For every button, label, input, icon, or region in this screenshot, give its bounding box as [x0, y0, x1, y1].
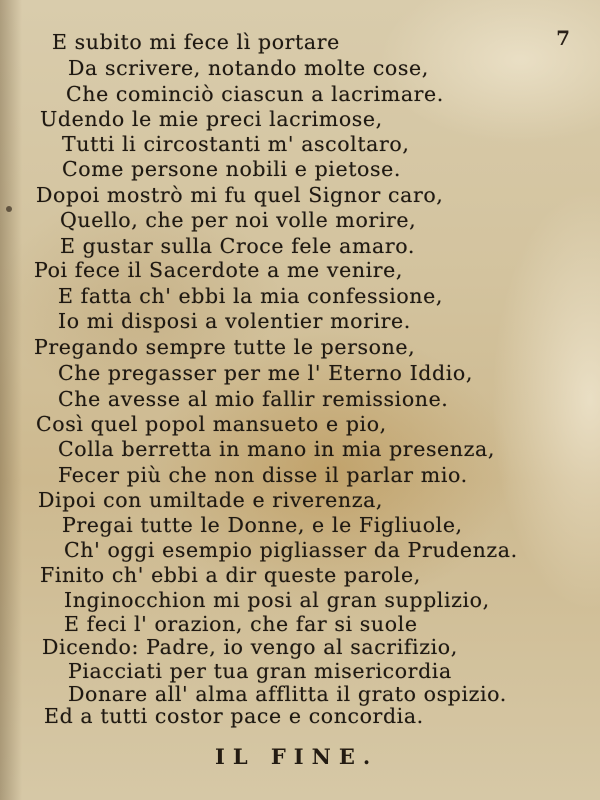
poem-line: Dipoi con umiltade e riverenza, — [38, 488, 384, 512]
poem-line: E gustar sulla Croce fele amaro. — [60, 234, 415, 258]
poem-line: E feci l' orazion, che far si suole — [64, 612, 418, 636]
poem-line: E subito mi fece lì portare — [52, 30, 340, 54]
poem-line: Che cominciò ciascun a lacrimare. — [66, 82, 444, 106]
poem-line: Pregai tutte le Donne, e le Figliuole, — [62, 513, 463, 537]
poem-line: Inginocchion mi posi al gran supplizio, — [64, 588, 490, 612]
poem-line: Ch' oggi esempio pigliasser da Prudenza. — [64, 538, 518, 562]
poem-line: Che pregasser per me l' Eterno Iddio, — [58, 361, 473, 385]
poem-line: Così quel popol mansueto e pio, — [36, 412, 387, 436]
page-number: 7 — [556, 26, 570, 50]
poem-line: Piacciati per tua gran misericordia — [68, 659, 452, 683]
poem-line: Fecer più che non disse il parlar mio. — [58, 463, 468, 487]
poem-line: E fatta ch' ebbi la mia confessione, — [58, 284, 443, 308]
poem-line: Che avesse al mio fallir remissione. — [58, 387, 449, 411]
poem-line: Poi fece il Sacerdote a me venire, — [34, 258, 404, 282]
poem-line: Udendo le mie preci lacrimose, — [40, 107, 383, 131]
poem-line: Tutti li circostanti m' ascoltaro, — [62, 132, 410, 156]
poem-line: Finito ch' ebbi a dir queste parole, — [40, 563, 421, 587]
poem-line: Io mi disposi a volentier morire. — [58, 309, 411, 333]
poem-line: Dicendo: Padre, io vengo al sacrifizio, — [42, 635, 458, 659]
poem-line: Colla berretta in mano in mia presenza, — [58, 437, 495, 461]
poem-line: Ed a tutti costor pace e concordia. — [44, 704, 424, 728]
poem-line: Come persone nobili e pietose. — [62, 157, 401, 181]
end-title: IL FINE. — [215, 744, 379, 769]
poem-line: Dopoi mostrò mi fu quel Signor caro, — [36, 183, 444, 207]
poem-line: Da scrivere, notando molte cose, — [68, 56, 429, 80]
poem-line: Donare all' alma afflitta il grato ospizio. — [68, 682, 507, 706]
poem-line: Quello, che per noi volle morire, — [60, 208, 417, 232]
poem-line: Pregando sempre tutte le persone, — [34, 335, 416, 359]
